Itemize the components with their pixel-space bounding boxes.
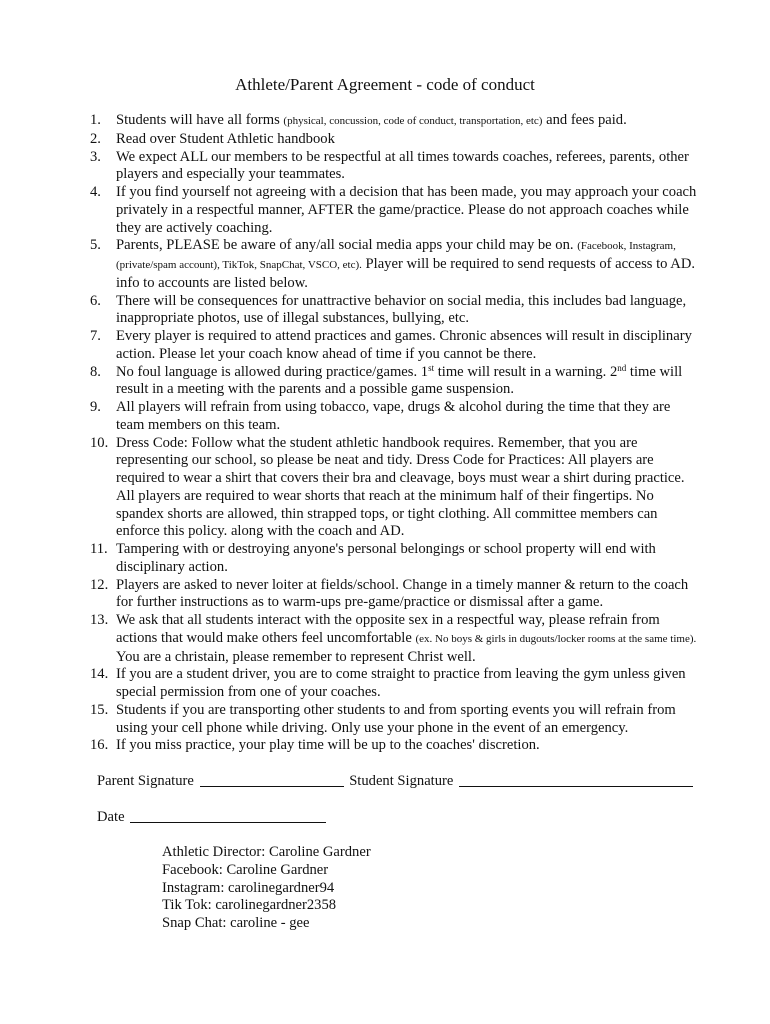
rule-number: 12. [90,576,109,593]
contact-block [162,844,371,933]
ordinal-suffix: nd [617,362,627,373]
rule-number: 9. [90,399,101,415]
rule-text: and fees paid. [542,112,627,128]
rule-number: 15. [90,701,109,718]
rule-item [90,293,702,329]
student-signature-line[interactable] [459,772,693,787]
ordinal-suffix: st [428,362,435,373]
snapchat-contact: Snap Chat: caroline - gee [162,915,310,931]
rule-item [90,184,702,237]
rules-list [90,112,702,755]
rule-text: Players are asked to never loiter at fields/school. Change in a timely manner & return to the coach for further instructions as to warm-ups pre-game/practice or dismissal after a game. [116,576,689,611]
facebook-contact: Facebook: Caroline Gardner [162,861,329,878]
rule-text: Read over Student Athletic handbook [116,130,335,147]
rule-number: 1. [90,112,101,128]
rule-text: Parents, PLEASE be aware of any/all social media apps your child may be on. [116,237,578,254]
athletic-director: Athletic Director: Caroline Gardner [162,844,371,860]
rule-number: 13. [90,612,109,628]
rule-item [90,666,702,702]
rule-item [90,435,702,542]
rule-text: If you miss practice, your play time will be up to the coaches' discretion. [116,737,540,754]
rule-text: Students if you are transporting other students to and from sporting events you will refrain from using your cell phone while driving. Only use your phone in the event of an emergency. [116,701,676,736]
date-label: Date [97,809,125,825]
rule-text: Player will be required to send requests of access to AD. info to accounts are listed below. [116,256,696,291]
rule-item [90,112,702,131]
rule-number: 5. [90,237,101,254]
rule-text: Students will have all forms [116,112,284,128]
rule-item [90,237,702,292]
tiktok-contact: Tik Tok: carolinegardner2358 [162,897,337,914]
rule-number: 6. [90,292,101,309]
rule-number: 11. [90,541,108,557]
rule-note: (ex. No boys & girls in dugouts/locker rooms at the same time). [415,632,697,645]
parent-signature-label: Parent Signature [97,773,194,789]
rule-text: time will result in a meeting with the parents and a possible game suspension. [116,363,683,398]
rule-number: 8. [90,363,101,380]
rule-number: 16. [90,737,109,754]
rule-text: Dress Code: Follow what the student athletic handbook requires. Remember, that you are representing our school, so please be neat and tidy. Dress Code for Practices: All players are required to wear a shirt that covers their bra and cleavage, boys must wear a shirt during practice. All players are required to wear shorts that reach at the minimum half of their fingertips. No spandex shorts are allowed, thin strapped tops, or tight clothing. All committee members can enforce this policy. along with the coach and AD. [116,434,685,540]
rule-item [90,737,702,755]
rule-text: If you are a student driver, you are to come straight to practice from leaving the gym unless given special permission from one of your coaches. [116,666,686,700]
rule-text: Every player is required to attend practices and games. Chronic absences will result in disciplinary action. Please let your coach know ahead of time if you cannot be there. [116,328,692,362]
rule-item [90,541,702,577]
rule-note: (Facebook, Instagram, (private/spam account), TikTok, SnapChat, VSCO, etc). [116,240,676,271]
date-row [97,808,328,826]
rule-text: Tampering with or destroying anyone's personal belongings or school property will end with disciplinary action. [116,541,656,575]
rule-item [90,131,702,149]
student-signature-label: Student Signature [349,773,454,789]
rule-text: If you find yourself not agreeing with a decision that has been made, you may approach your coach privately in a respectful manner, AFTER the game/practice. Please do not approach coaches while they are actively coaching. [116,184,697,236]
rule-number: 4. [90,184,101,200]
parent-signature-line[interactable] [200,772,344,787]
rule-item [90,399,702,435]
rule-text: There will be consequences for unattractive behavior on social media, this includes bad language, inappropriate photos, use of illegal substances, bullying, etc. [116,292,687,327]
instagram-contact: Instagram: carolinegardner94 [162,879,335,896]
date-line[interactable] [130,808,326,823]
rule-text: We expect ALL our members to be respectful at all times towards coaches, referees, parents, other players and especially your teammates. [116,148,689,183]
rule-item [90,612,702,666]
rule-text: All players will refrain from using tobacco, vape, drugs & alcohol during the time that they are team members on this team. [116,399,671,433]
rule-text: You are a christain, please remember to represent Christ well. [116,648,476,665]
rule-number: 10. [90,434,109,451]
rule-note: (physical, concussion, code of conduct, transportation, etc) [283,115,543,127]
rule-number: 7. [90,328,101,344]
page-title: Athlete/Parent Agreement - code of conduct [235,75,535,94]
rule-text: time will result in a warning. 2 [434,363,618,380]
rule-number: 14. [90,666,109,683]
rule-item [90,577,702,613]
rule-number: 3. [90,148,101,165]
rule-item [90,328,702,364]
rule-item [90,702,702,738]
signature-row [97,772,695,790]
rule-item [90,149,702,185]
rule-number: 2. [90,130,101,147]
rule-text: We ask that all students interact with the opposite sex in a respectful way, please refrain from actions that would make others feel uncomfortable [116,612,660,646]
rule-item [90,364,702,400]
rule-text: No foul language is allowed during practice/games. 1 [116,363,429,380]
